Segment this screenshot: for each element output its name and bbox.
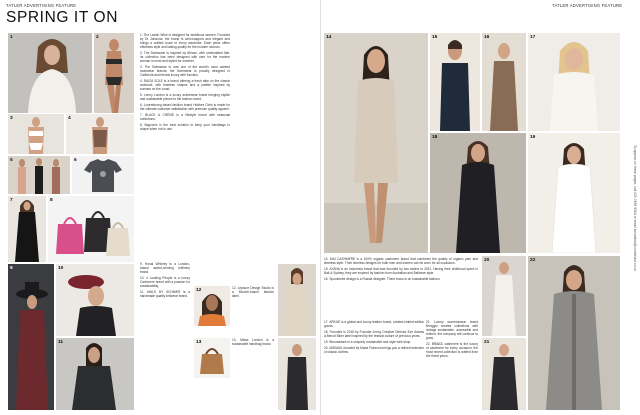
feature-paragraph: 1. The Lavish Wine is designed for ambitious women. Founded by Dr Johanna, the brand is well-wrapped and elegant and brings a crafted touch to every wardrobe. Each piece offers effortless style and lasting quality for the modern woman.: [140, 33, 230, 49]
photo-number: 10: [58, 266, 64, 271]
feature-paragraph: 7. BLACK & CRÈME is a lifestyle brand with seasonal collections.: [140, 113, 230, 121]
feature-paragraph: 22. BRAIDL cashmere is the luxury of cashmere for every occasion: the most recent collection is crafted from the finest yarns.: [426, 342, 478, 358]
feature-paragraph: 13. Missa London is a sustainable handbag brand.: [232, 338, 274, 346]
photo-2: [94, 33, 134, 113]
photo-number: 20: [484, 258, 490, 263]
feature-paragraph: 4. RAIZA SOLE is a brand offering a fresh take on the classic swimsuit, with timeless shapes and a palette inspired by sunsets on the coast.: [140, 79, 230, 91]
photo-13b: [278, 338, 316, 410]
photo-number: 14: [326, 35, 332, 40]
left-text-column-3: [232, 286, 274, 332]
photo-13: [194, 338, 230, 378]
feature-paragraph: 9. Hosai Whitney is a London-based award-winning millinery brand.: [140, 262, 190, 274]
left-text-column-2: [140, 262, 190, 408]
photo-number: 13: [196, 340, 202, 345]
side-contact-strip: [629, 0, 640, 415]
photo-15: [430, 33, 480, 131]
center-fold: [320, 0, 321, 415]
feature-paragraph: 17. ARKUE is a global and luxury leather brand, creates limited edition goods.: [324, 320, 424, 328]
header-right: TATLER ADVERTISING FEATURE: [552, 3, 623, 8]
photo-number: 4: [68, 116, 71, 121]
feature-paragraph: 10. 4 Looking People is a luxury Cashmere brand with a passion for sustainability.: [140, 276, 190, 288]
photo-3: [8, 114, 64, 154]
feature-paragraph: 6. Luxembourg based fashion brand Hobbes Cielo is made for the ultimate customer satisfaction with premium quality apparel.: [140, 103, 230, 111]
right-text-column-1: [324, 257, 478, 317]
feature-paragraph: 11. HAILE BY SCHNIER is a handmade quality knitwear brand.: [140, 290, 190, 298]
feature-paragraph: 20. MIDMAIL founded by Maria Fiorenza brings you a refined selection of classic clothes.: [324, 346, 424, 354]
photo-number: 3: [10, 116, 13, 121]
photo-4: [66, 114, 134, 154]
photo-6: [72, 156, 134, 194]
left-text-column-4: [232, 338, 274, 408]
photo-12: [194, 286, 230, 326]
feature-paragraph: 15. AYANA is an Indonesia brand that was founded by two sisters in 2021. Having their childhood spent in Bali & Sydney, they are inspired by fashion from Australian and Balinese style.: [324, 267, 478, 275]
right-text-column-3: [426, 320, 478, 410]
photo-number: 19: [530, 135, 536, 140]
photo-17: [528, 33, 620, 131]
photo-20: [482, 256, 526, 336]
right-text-column-2: [324, 320, 424, 410]
photo-7: [8, 196, 46, 262]
photo-number: 16: [484, 35, 490, 40]
photo-18: [430, 133, 526, 253]
photo-22: [528, 256, 620, 410]
photo-number: 2: [96, 35, 99, 40]
photo-14: [324, 33, 428, 253]
photo-12b: [278, 264, 316, 336]
photo-number: 7: [10, 198, 13, 203]
photo-16: [482, 33, 526, 131]
left-text-column-1: [140, 33, 230, 259]
feature-paragraph: 19. Bloomadare is a uniquely sustainable and style web shop.: [324, 340, 412, 344]
photo-19: [528, 133, 620, 253]
photo-1: [8, 33, 92, 113]
photo-21: [482, 338, 526, 410]
feature-paragraph: 2. The Swimwear is inspired by African, with understated flair. Its collection has been designed with care for the modern woman in mind and styled for summer.: [140, 51, 230, 63]
header-left: TATLER ADVERTISING FEATURE: [6, 3, 77, 8]
side-contact-text: To appear on these pages, call 020 7499 9364 or email ksindalim@condenast.co.uk: [633, 145, 637, 271]
photo-number: 6: [74, 158, 77, 163]
photo-9: [8, 264, 54, 410]
photo-11: [56, 338, 134, 410]
photo-number: 18: [432, 135, 438, 140]
feature-paragraph: 8. Bagvonic is the best solution to keep your handbags in shape when not in use.: [140, 123, 230, 131]
photo-number: 9: [10, 266, 13, 271]
feature-paragraph: 14. MAI CASHMERE is a 100% organic cashmere brand that combines the quality of organic yarn and timeless style. Their timeless designs for both men and women can be worn for all occasions.: [324, 257, 478, 265]
feature-paragraph: 5. Lenny London is a luxury activewear brand bringing stylish and sustainable pieces to the fashion world.: [140, 93, 230, 101]
photo-number: 15: [432, 35, 438, 40]
photo-number: 5: [10, 158, 13, 163]
photo-number: 12: [196, 288, 202, 293]
photo-number: 8: [50, 198, 53, 203]
page-title: SPRING IT ON: [6, 9, 118, 26]
photo-number: 1: [10, 35, 13, 40]
photo-10: [56, 264, 134, 336]
photo-number: 17: [530, 35, 536, 40]
photo-8: [48, 196, 134, 262]
photo-5: [8, 156, 70, 194]
feature-paragraph: 12. Lepsure Design Studio is a Munich-based fashion label.: [232, 286, 274, 298]
photo-number: 11: [58, 340, 64, 345]
feature-paragraph: 21. Luxury womenswear brand Bringglo creates collections with vintage sustainable, accessible and refined, the company will continue to grow.: [426, 320, 478, 340]
feature-paragraph: 16. Spookeebe design is a Russia designer. There focus is on sustainable fashion.: [324, 277, 441, 281]
photo-number: 22: [530, 258, 536, 263]
feature-paragraph: 3. The Swimwear is now one of the world's most wanted swimwear brands; the Swimwear is proudly designed in California and blends luxury with function.: [140, 65, 230, 77]
feature-paragraph: 18. Founded in 2018 by Founder Jenny Creative Director Eve Adams a Benoit Biker label inspired by the festival culture of previous years.: [324, 330, 424, 338]
photo-number: 21: [484, 340, 490, 345]
